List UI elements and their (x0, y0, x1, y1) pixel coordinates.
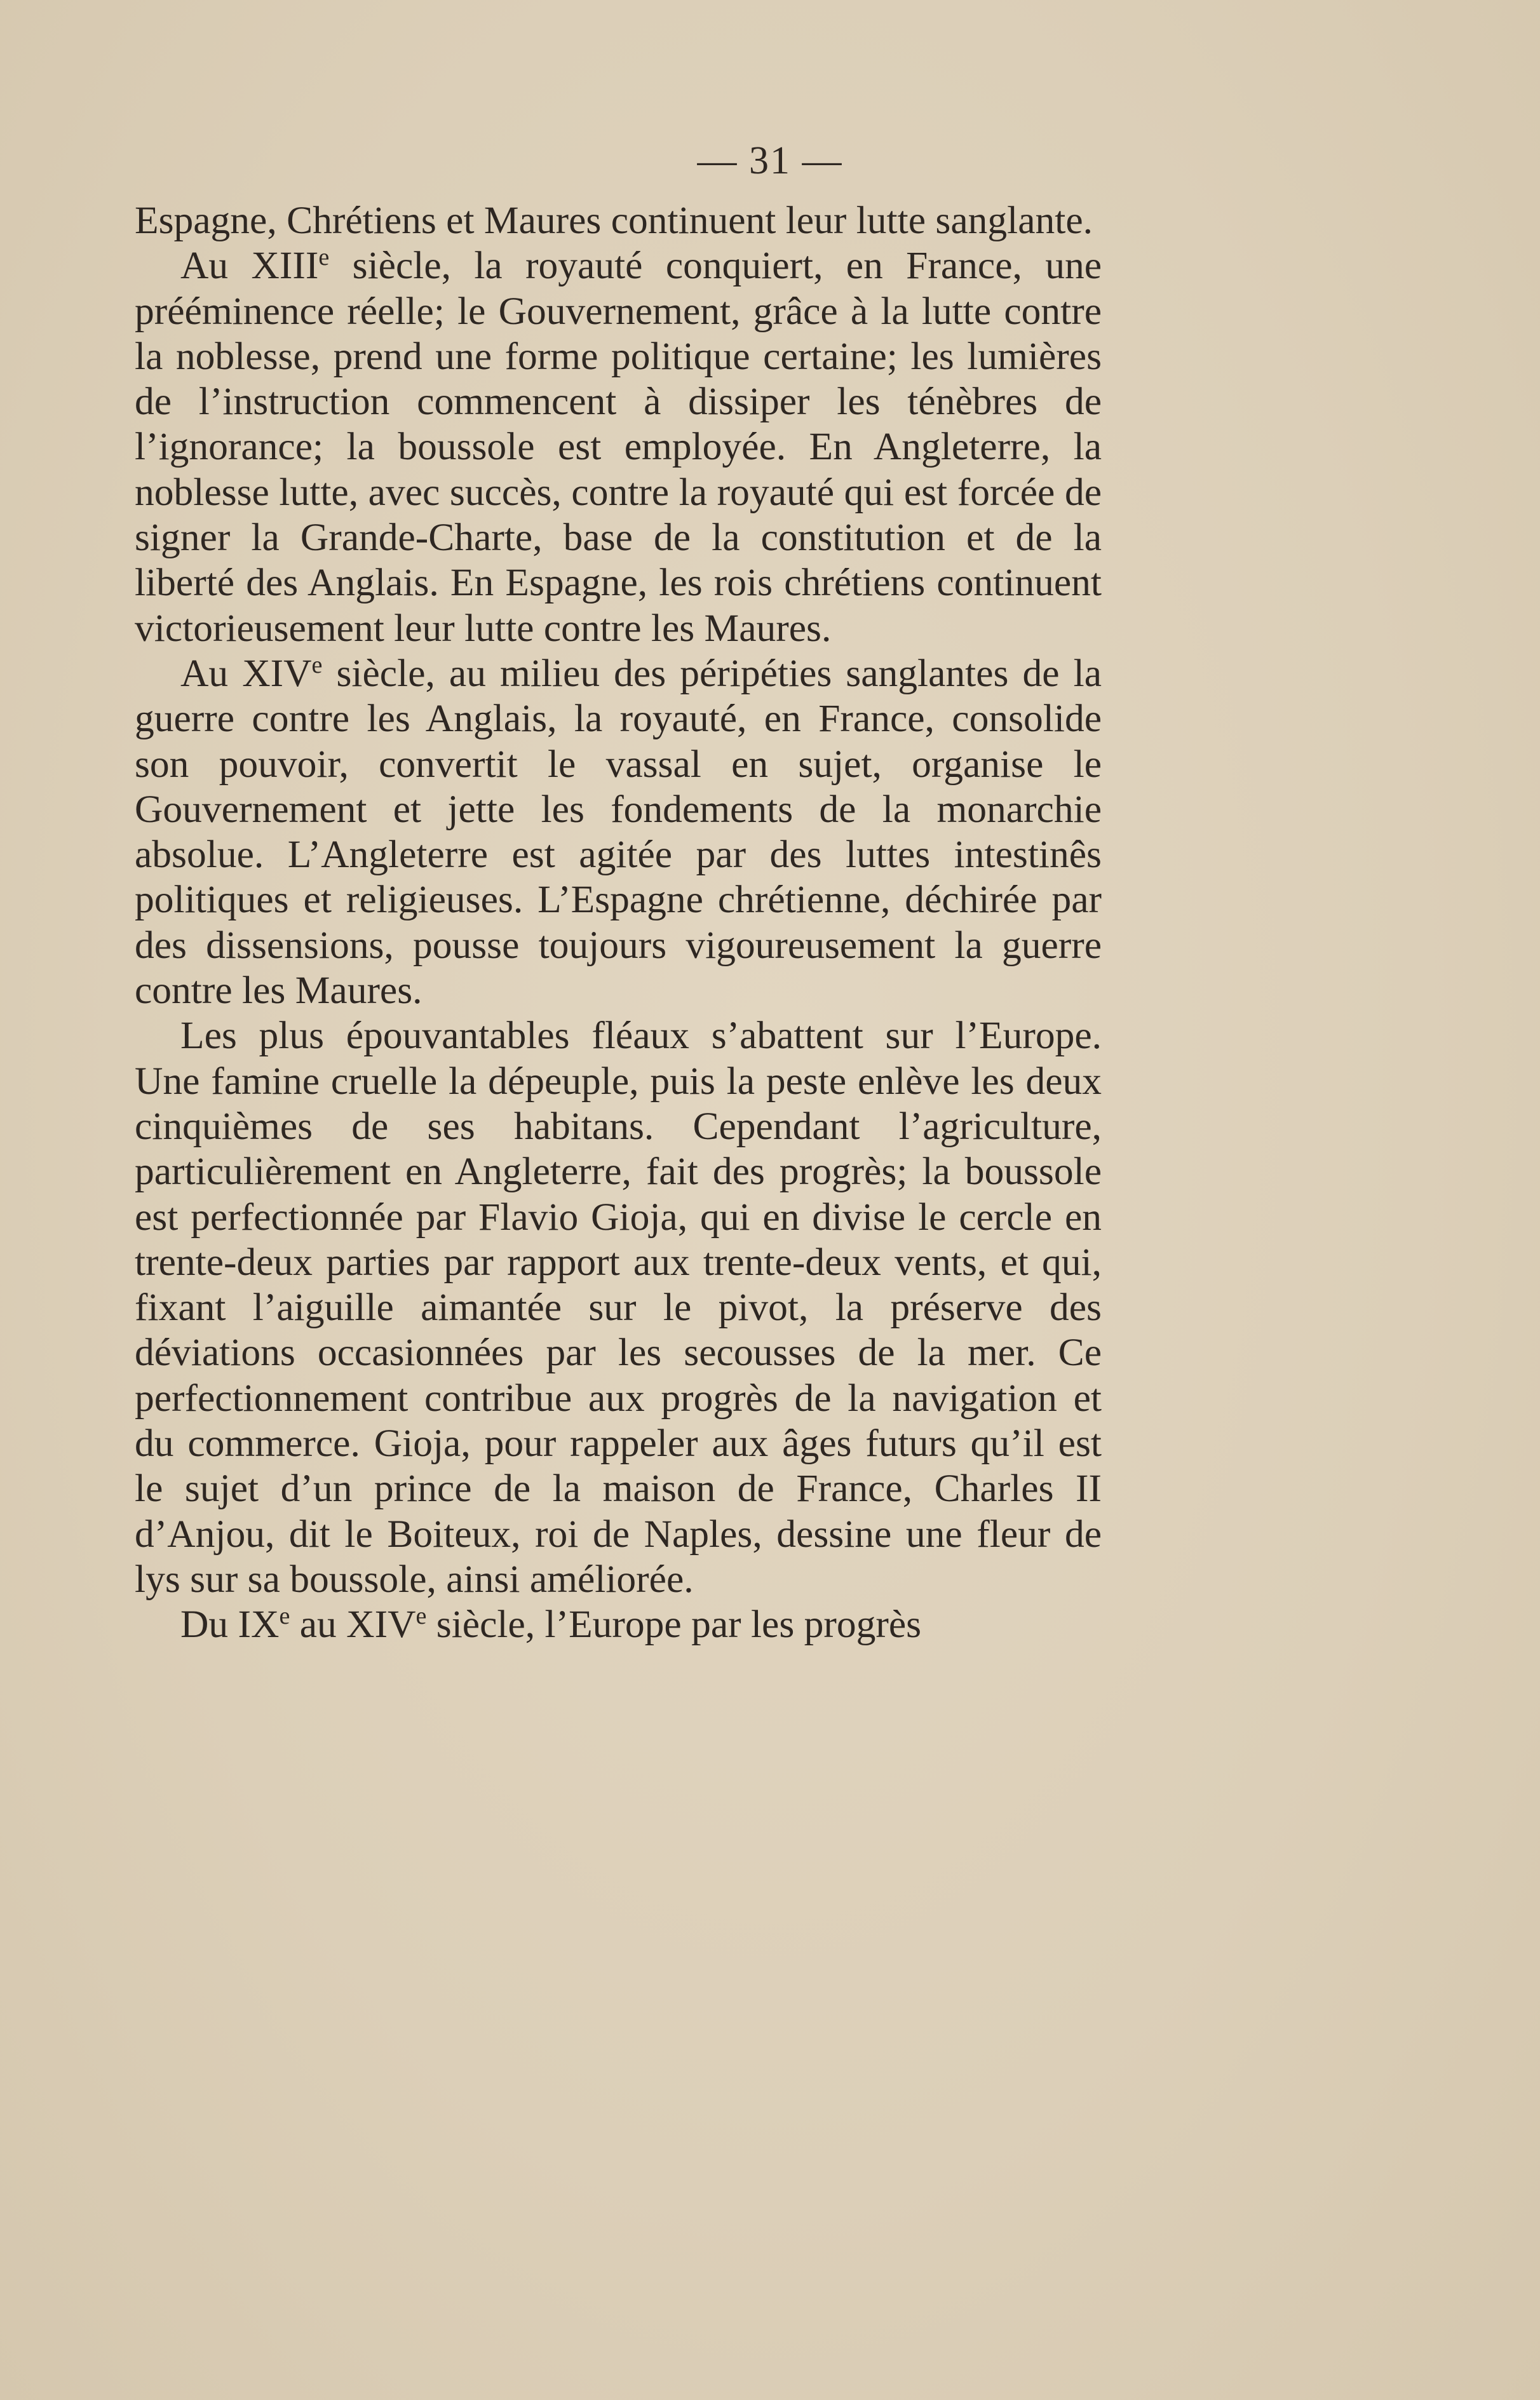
paragraph-3: Au XIVe siècle, au milieu des péripéties sanglantes de la guerre contre les Anglais, la royauté, en France, consolide son pouvoir, convertit le vassal en sujet, organise le Gouvernement et jette les fondements de la monarchie absolue. L’Angleterre est agitée par des luttes intestinês politiques et religieuses. L’Espagne chrétienne, déchirée par des dissensions, pousse toujours vigoureusement la guerre contre les Maures. (135, 651, 1102, 1013)
body-text (135, 198, 1102, 1648)
paragraph-2: Au XIIIe siècle, la royauté conquiert, en France, une prééminence réelle; le Gouvernement, grâce à la lutte contre la noblesse, prend une forme politique certaine; les lumières de l’instruction commencent à dissiper les ténèbres de l’ignorance; la boussole est employée. En Angleterre, la noblesse lutte, avec succès, contre la royauté qui est forcée de signer la Grande-Charte, base de la constitution et de la liberté des Anglais. En Espagne, les rois chrétiens continuent victorieusement leur lutte contre les Maures. (135, 244, 1102, 650)
paragraph-1: Espagne, Chrétiens et Maures continuent leur lutte sanglante. (135, 199, 1093, 242)
paragraph-5: Du IXe au XIVe siècle, l’Europe par les progrès (180, 1603, 922, 1647)
paragraph-4: Les plus épouvantables fléaux s’abattent sur l’Europe. Une famine cruelle la dépeuple, puis la peste enlève les deux cinquièmes de ses habitans. Cependant l’agriculture, particulièrement en Angleterre, fait des progrès; la boussole est perfectionnée par Flavio Gioja, qui en divise le cercle en trente-deux parties par rapport aux trente-deux vents, et qui, fixant l’aiguille aimantée sur le pivot, la préserve des déviations occasionnées par les secousses de la mer. Ce perfectionnement contribue aux progrès de la navigation et du commerce. Gioja, pour rappeler aux âges futurs qu’il est le sujet d’un prince de la maison de France, Charles II d’Anjou, dit le Boiteux, roi de Naples, dessine une fleur de lys sur sa boussole, ainsi améliorée. (135, 1014, 1102, 1601)
page-number: — 31 — (697, 139, 843, 182)
